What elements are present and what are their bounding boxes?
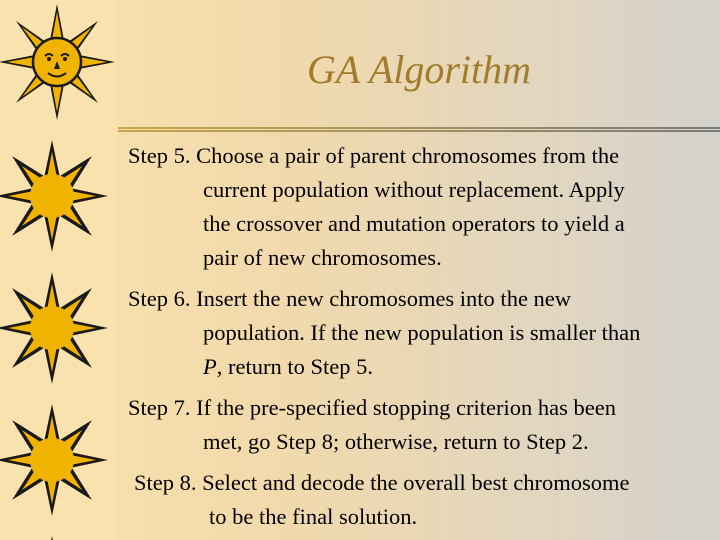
step-6-text bbox=[128, 282, 640, 384]
step-line: met, go Step 8; otherwise, return to Step 2. bbox=[203, 429, 589, 454]
step-line: population. If the new population is smaller than bbox=[203, 320, 641, 345]
step-line: to be the final solution. bbox=[209, 504, 418, 529]
step-line: the crossover and mutation operators to yield a bbox=[203, 211, 625, 236]
sun-icon bbox=[0, 140, 108, 252]
step-8-text bbox=[134, 466, 629, 534]
step-line: Step 6. Insert the new chromosomes into the new bbox=[128, 286, 572, 311]
step-5-text bbox=[128, 139, 625, 275]
title-divider bbox=[118, 127, 720, 133]
sun-face-icon bbox=[0, 4, 115, 120]
step-line: Step 8. Select and decode the overall best chromosome bbox=[134, 470, 630, 495]
variable-p: P bbox=[203, 354, 217, 379]
step-line: current population without replacement. Apply bbox=[203, 177, 625, 202]
sun-icon bbox=[0, 536, 108, 540]
step-line-rest: , return to Step 5. bbox=[216, 354, 373, 379]
step-line: Step 7. If the pre-specified stopping criterion has been bbox=[128, 395, 616, 420]
step-7-text bbox=[128, 391, 616, 459]
sun-icon bbox=[0, 404, 108, 516]
sun-decoration bbox=[0, 0, 117, 540]
sun-icon bbox=[0, 272, 108, 384]
step-line: Step 5. Choose a pair of parent chromosomes from the bbox=[128, 143, 620, 168]
slide-title: GA Algorithm bbox=[306, 47, 532, 92]
step-line: pair of new chromosomes. bbox=[203, 245, 442, 270]
step-line bbox=[128, 350, 640, 384]
